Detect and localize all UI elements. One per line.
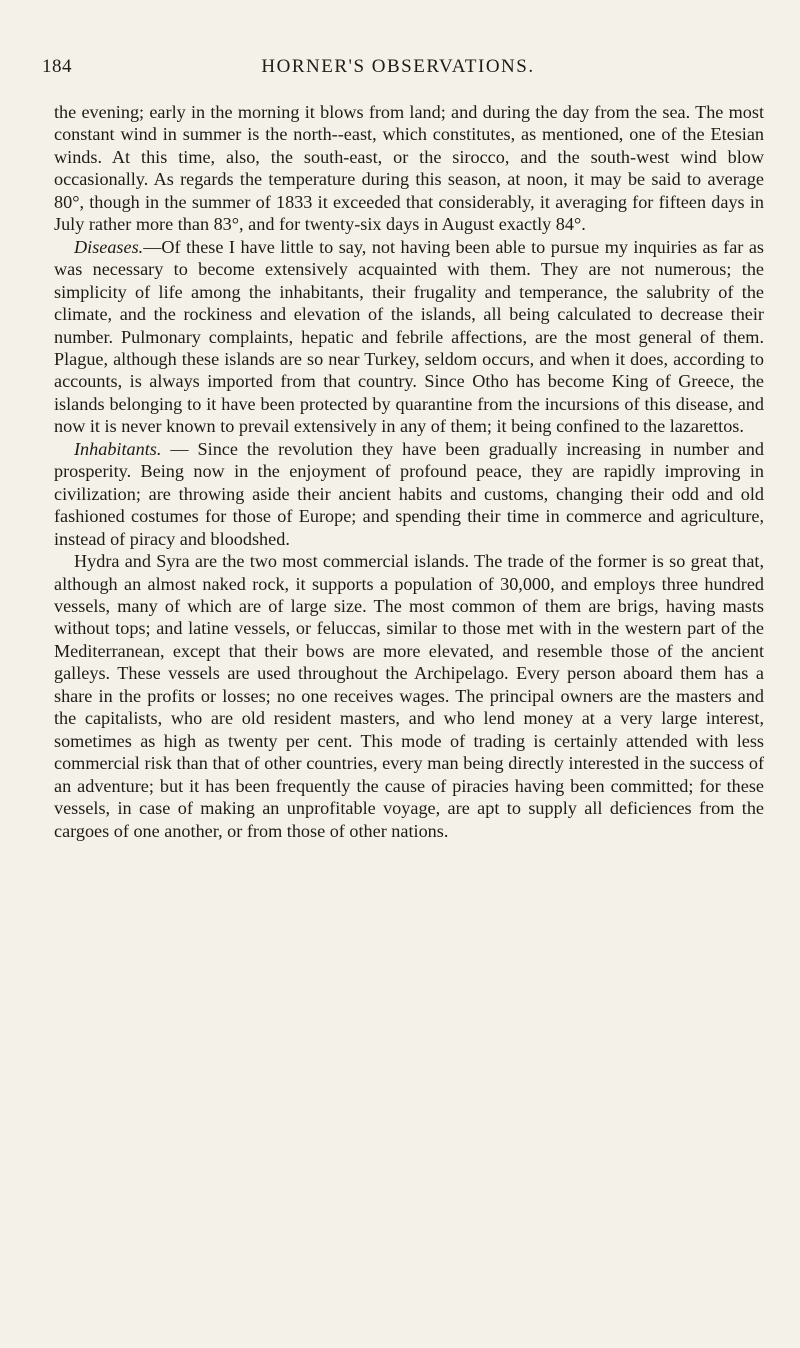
paragraph-text: the evening; early in the morning it blows from land; and during the day from the sea. The most constant wind in summer is the north--east, which constitutes, as mentioned, one of the Etesian winds. At this time, also, the south-east, or the sirocco, and the south-west wind blow occasionally. As regards the temperature during this season, at noon, it may be said to average 80°, though in the summer of 1833 it exceeded that considerably, it averaging for fifteen days in July rather more than 83°, and for twenty-six days in August exactly 84°. <box>54 102 764 235</box>
body-text <box>54 101 764 842</box>
paragraph-inhabitants <box>54 438 764 550</box>
paragraph-climate-continued <box>54 101 764 236</box>
section-heading-diseases: Diseases. <box>74 236 144 257</box>
paragraph-commerce <box>54 550 764 842</box>
paragraph-text: Hydra and Syra are the two most commercial islands. The trade of the former is so great that, although an almost naked rock, it supports a population of 30,000, and employs three hundred vessels, many of which are of large size. The most common of them are brigs, having masts without tops; and latine vessels, or feluccas, similar to those met with in the western part of the Mediterranean, except that their bows are more elevated, and resemble those of the ancient galleys. These vessels are used throughout the Archipelago. Every person aboard them has a share in the profits or losses; no one receives wages. The principal owners are the masters and the capitalists, who are old resident masters, and who lend money at a very large interest, sometimes as high as twenty per cent. This mode of trading is certainly attended with less commercial risk than that of other countries, every man being directly interested in the success of an adventure; but it has been frequently the cause of piracies having been committed; for these vessels, in case of making an unprofitable voyage, are apt to supply all deficiences from the cargoes of one another, or from those of other nations. <box>54 551 764 841</box>
running-head: HORNER'S OBSERVATIONS. <box>261 56 535 77</box>
paragraph-diseases <box>54 236 764 438</box>
section-heading-inhabitants: Inhabitants. <box>74 438 162 459</box>
page-header <box>40 56 756 82</box>
paragraph-text: — Since the revolution they have been gradually increasing in number and prosperity. Being now in the enjoyment of profound peace, they are rapidly improving in civilization; are throwing aside their ancient habits and customs, changing their odd and old fashioned costumes for those of Europe; and spending their time in commerce and agriculture, instead of piracy and bloodshed. <box>54 438 764 549</box>
page-number: 184 <box>42 56 72 77</box>
paragraph-text: —Of these I have little to say, not having been able to pursue my inquiries as far as was necessary to become extensively acquainted with them. They are not numerous; the simplicity of life among the inhabitants, their frugality and temperance, the salubrity of the climate, and the rockiness and elevation of the islands, all being calculated to decrease their number. Pulmonary complaints, hepatic and febrile affections, are the most general of them. Plague, although these islands are so near Turkey, seldom occurs, and when it does, according to accounts, is always imported from that country. Since Otho has become King of Greece, the islands belonging to it have been protected by quarantine from the incursions of this disease, and now it is never known to prevail extensively in any of them; it being confined to the lazarettos. <box>54 236 764 437</box>
